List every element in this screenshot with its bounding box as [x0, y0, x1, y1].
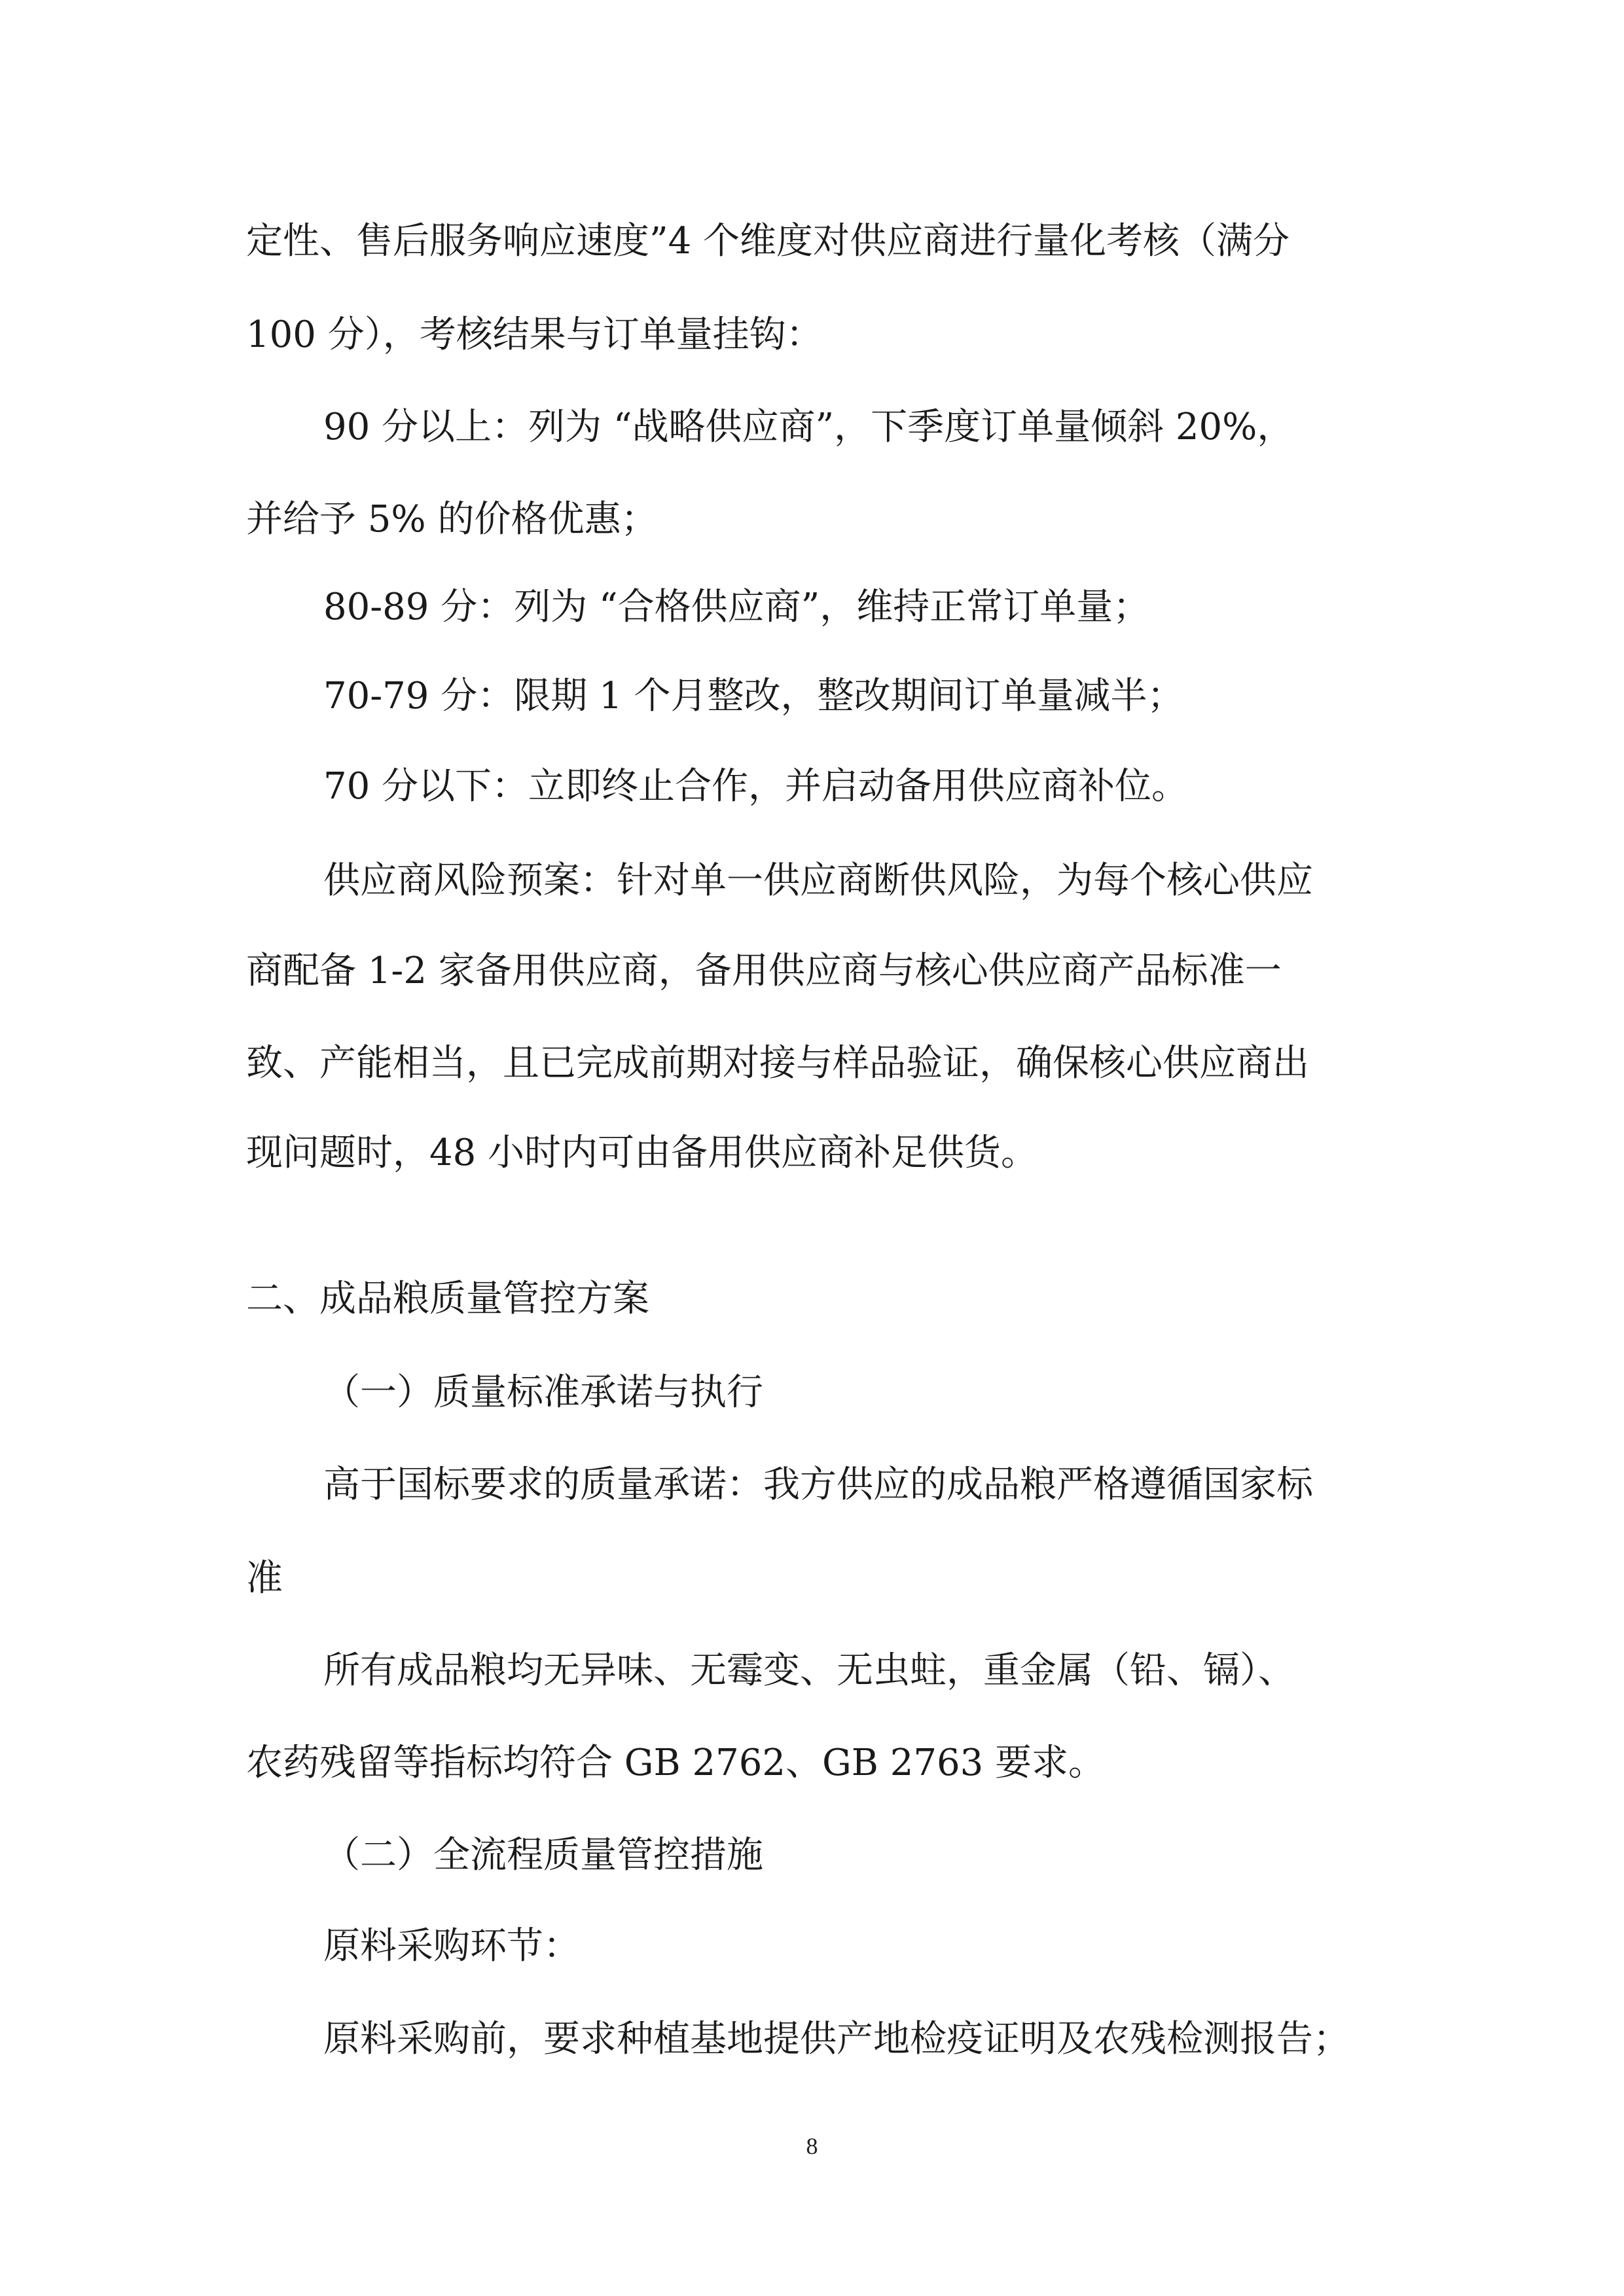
paragraph-line: 并给予 5% 的价格优惠； — [246, 498, 658, 541]
section-heading: 二、成品粮质量管控方案 — [246, 1278, 649, 1320]
paragraph-quality-commitment: 高于国标要求的质量承诺：我方供应的成品粮严格遵循国家标 — [323, 1463, 1313, 1506]
subsection-heading: （二）全流程质量管控措施 — [323, 1834, 763, 1876]
page-number: 8 — [806, 2133, 818, 2159]
paragraph-line: 定性、售后服务响应速度”4 个维度对供应商进行量化考核（满分 — [246, 220, 1290, 262]
paragraph-procurement-heading: 原料采购环节： — [323, 1925, 580, 1967]
paragraph-line: 现问题时，48 小时内可由备用供应商补足供货。 — [246, 1132, 1038, 1174]
paragraph-procurement: 原料采购前，要求种植基地提供产地检疫证明及农残检测报告； — [323, 2018, 1350, 2060]
paragraph-quality-requirements: 所有成品粮均无异味、无霉变、无虫蛀，重金属（铅、镉）、 — [323, 1649, 1295, 1692]
subsection-heading: （一）质量标准承诺与执行 — [323, 1371, 763, 1414]
paragraph-risk-plan: 供应商风险预案：针对单一供应商断供风险，为每个核心供应 — [323, 859, 1313, 902]
list-item-strategic-supplier: 90 分以上：列为 “战略供应商”，下季度订单量倾斜 20%， — [323, 406, 1294, 448]
paragraph-line: 准 — [246, 1557, 283, 1600]
list-item-rectification: 70-79 分：限期 1 个月整改，整改期间订单量减半； — [323, 675, 1184, 717]
paragraph-line: 商配备 1-2 家备用供应商，备用供应商与核心供应商产品标准一 — [246, 950, 1282, 992]
list-item-qualified-supplier: 80-89 分：列为 “合格供应商”，维持正常订单量； — [323, 586, 1150, 628]
paragraph-line: 农药残留等指标均符合 GB 2762、GB 2763 要求。 — [246, 1742, 1106, 1784]
list-item-termination: 70 分以下：立即终止合作，并启动备用供应商补位。 — [323, 765, 1189, 808]
paragraph-line: 致、产能相当，且已完成前期对接与样品验证，确保核心供应商出 — [246, 1042, 1309, 1085]
paragraph-line: 100 分），考核结果与订单量挂钩： — [246, 314, 823, 356]
